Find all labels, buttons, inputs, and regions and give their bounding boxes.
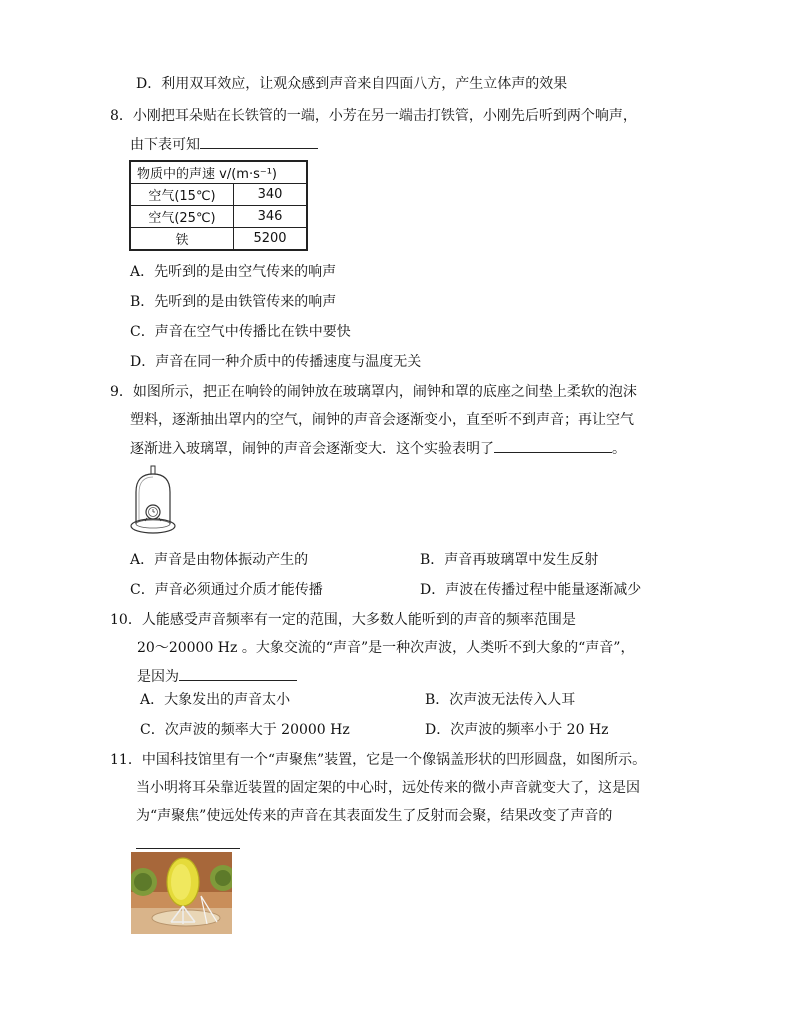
q8-answer-blank[interactable] [200,134,318,149]
table-cell-medium: 铁 [130,228,234,251]
q10-stem-text: 是因为 [137,669,179,685]
q8-option-b: B．先听到的是由铁管传来的响声 [130,294,337,310]
q7-option-d: D．利用双耳效应，让观众感到声音来自四面八方，产生立体声的效果 [136,76,568,92]
q9-option-c: C．声音必须通过介质才能传播 [130,582,323,598]
q10-option-a: A．大象发出的声音太小 [140,692,291,708]
q9-option-a: A．声音是由物体振动产生的 [130,552,309,568]
q8-option-d: D．声音在同一种介质中的传播速度与温度无关 [130,354,422,370]
table-row [130,184,307,206]
q11-stem-line3: 为“声聚焦”使远处传来的声音在其表面发生了反射而会聚，结果改变了声音的 [136,808,613,824]
q11-answer-blank[interactable] [136,834,240,849]
table-header-row [130,161,307,184]
sound-focus-photo [131,852,232,934]
sound-focus-dish-icon [131,852,232,934]
q8-stem-text: 由下表可知 [130,137,200,153]
table-row [130,228,307,251]
q10-option-c: C．次声波的频率大于 20000 Hz [140,722,350,738]
q11-stem-line2: 当小明将耳朵靠近装置的固定架的中心时，远处传来的微小声音就变大了，这是因 [136,780,640,796]
jar-valve-icon [151,466,155,474]
q9-option-d: D．声波在传播过程中能量逐渐减少 [420,582,642,598]
q10-stem-line3 [137,666,297,687]
table-cell-medium: 空气(15℃) [130,184,234,206]
speed-table [129,160,308,251]
q9-answer-blank[interactable] [494,438,612,453]
q11-stem-line1: 11．中国科技馆里有一个“声聚焦”装置，它是一个像锅盖形状的凹形圆盘，如图所示。 [110,752,647,768]
q8-option-a: A．先听到的是由空气传来的响声 [130,264,337,280]
q9-option-b: B．声音再玻璃罩中发生反射 [420,552,599,568]
table-cell-medium: 空气(25℃) [130,206,234,228]
q10-option-b: B．次声波无法传入人耳 [425,692,576,708]
q10-answer-blank[interactable] [179,666,297,681]
q9-stem-line3 [130,438,626,459]
table-cell-speed: 346 [234,206,308,228]
q9-stem-end: 。 [612,441,626,457]
q8-stem-line2 [130,134,318,155]
q10-option-d: D．次声波的频率小于 20 Hz [425,722,609,738]
table-row [130,206,307,228]
q8-stem-line1: 8．小刚把耳朵贴在长铁管的一端，小芳在另一端击打铁管，小刚先后听到两个响声， [110,108,637,124]
q8-option-c: C．声音在空气中传播比在铁中要快 [130,324,351,340]
q9-stem-text: 逐渐进入玻璃罩，闹钟的声音会逐渐变大．这个实验表明了 [130,441,494,457]
table-cell-speed: 5200 [234,228,308,251]
bell-jar-figure [128,464,178,540]
table-cell-speed: 340 [234,184,308,206]
q10-stem-line1: 10．人能感受声音频率有一定的范围，大多数人能听到的声音的频率范围是 [110,612,576,628]
q10-stem-line2: 20～20000 Hz 。大象交流的“声音”是一种次声波，人类听不到大象的“声音”， [137,640,635,656]
table-header: 物质中的声速 v/(m·s⁻¹) [130,161,307,184]
q9-stem-line1: 9．如图所示，把正在响铃的闹钟放在玻璃罩内，闹钟和罩的底座之间垫上柔软的泡沫 [110,384,637,400]
q9-stem-line2: 塑料，逐渐抽出罩内的空气，闹钟的声音会逐渐变小，直至听不到声音；再让空气 [130,412,634,428]
